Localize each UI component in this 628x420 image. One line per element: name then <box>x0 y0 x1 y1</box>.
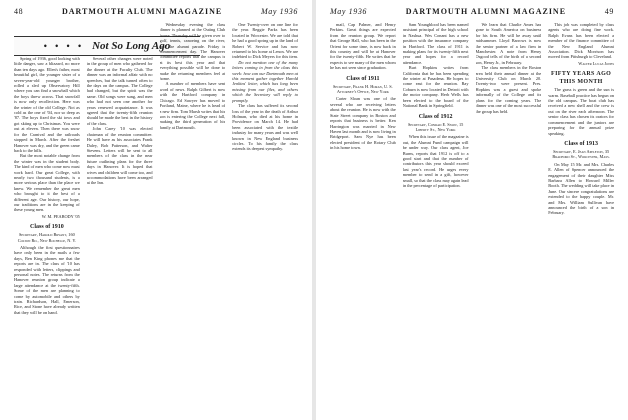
running-title: DARTMOUTH ALUMNI MAGAZINE <box>61 6 223 16</box>
class-notes: A number of members have sent word of news. Ralph Gilbert is now with the Hartford company in Chicago. Ed Sawyer has moved to Portland, Maine, where he is head of a new firm. Tom Marsh writes that his son is entering the College next fall, making the third generation of his family at Dartmouth. <box>159 81 226 130</box>
article-paragraph: But the most notable change from the winter was in the student body. The kind of men who come now must work hard. Our great College, with nearly two thousand students, is a more serious place than the place we knew. We remember the great men who brought to it the best of a different age. Our history, our hope, our traditions are in the keeping of these young men. <box>14 153 80 213</box>
column-4 <box>548 22 614 416</box>
class-notes: When this issue of the magazine is out, the Alumni Fund campaign will be under way. Our class agent, Joe Burns, reports that 1912 is off to a good start and that the number of contributors this year should exceed last year's record. He urges every member to send in a gift, however small, so that the class may again lead in the percentage of participation. <box>402 134 469 188</box>
class-notes: Although the first questionnaires have only been in the mails a few days, Ben King phones me that the reports are in. The class of '10 has responded with letters, clippings and personal notes. The returns from the Hanover reunion group indicate a large attendance at the twenty-fifth. Some of the men are planning to come by automobile and others by train. Richardson, Hall, Emerson, Rice, and Stone have already written that they will be on hand. <box>14 245 80 315</box>
left-columns <box>14 22 298 416</box>
class-notes: John Carey '10 was elected chairman of the reunion committee. He will have as his associates Frank Daley, Bob Patterson, and Walter Stevens. Letters will be sent to all members of the class in the near future outlining plans for the three days in Hanover. It is hoped that wives and children will come too, and accommodations have been arranged at the Inn. <box>86 126 153 186</box>
column-2 <box>403 22 469 416</box>
page-header <box>14 4 298 18</box>
class-heading: Class of 1910 <box>30 224 64 231</box>
class-notes: The class has suffered its second loss of the year in the death of Arthur Holman, who died at his home in Providence on March 14. He had been associated with the textile industry for many years and was well known in New England business circles. To his family the class extends its deepest sympathy. <box>232 103 298 152</box>
class-notes: This job was completed by class agents who are doing fine work. Ralph Evans has been elected a member of the finance committee of the New England Alumni Association. Dick Morrison has moved from Pittsburgh to Cleveland. <box>548 22 614 60</box>
running-title: DARTMOUTH ALUMNI MAGAZINE <box>405 6 567 16</box>
class-notes: mail, Cap Palmer, and Henry Perkins. Great things are expected from the reunion group. We report that George Hall, who has been in the Orient for some time, is now back in this country and will be at Hanover for the twenty-fifth. He writes that he expects to see many of the men whom he has not seen since graduation. <box>330 22 396 71</box>
class-notes: The class members in the Boston area held their annual dinner at the University Club on March 20. Twenty-two were present. Pres. Hopkins was a guest and spoke informally of the College and its plans for the coming years. The dinner was one of the most successful the group has held. <box>475 65 542 114</box>
italic-note: Do not mention one of the many letters coming in from the class this week: how can our Dartmouth men at this moment gather together Harold Jenkins' letter, which has long been missing from our files, and others which the Secretary will reply to promptly. <box>232 59 298 103</box>
class-heading: Class of 1912 <box>418 113 453 120</box>
column-3 <box>476 22 542 416</box>
class-notes: Carter Sloan was one of the several who are receiving letters about the reunion. He is now with the State Street company in Boston and reports that business is better. Ken Harrington was married in New Haven last month and is now living in Bridgeport. Sam Nye has been elected president of the Rotary Club in his home town. <box>330 96 396 151</box>
class-notes: On May 15 Mr. and Mrs. Charles E. Allen of Spencer announced the engagement of their daughter Miss Barbara Allen to Howard Miller Booth. The wedding will take place in June. Our sincere congratulations are extended to the happy couple. Mr. and Mrs. William Sullivan have announced the birth of a son in February. <box>548 161 614 216</box>
issue-date: May 1936 <box>260 6 298 16</box>
class-notes: One Twenty-over on one line for the year. Reggie Parks has been located in Worcester. We are told that he had a good spring up in the land of Robert W. Service and has now returned to his home at Lenox. We are indebted to Dick Meyers for this item. <box>232 22 298 60</box>
class-notes: We learn that Charlie Ames has gone to South America on business for his firm. He will be away until midsummer. Lloyd Barrows is now the senior partner of a law firm in Manchester. A note from Henry Osgood tells of the birth of a second son, Henry Jr., in February. <box>475 22 542 65</box>
article-paragraph: Spring of 1936, good looking with little danger, saw a blizzard, no more than ten days ago. Ellen's father, most beautiful girl, the younger sister of a seven-year-old younger brother, rolled a sled up Observatory Hill where you can find a snowball which the boys threw across. That snowfall is now only recollection. Here was the winter of the old College. Not as cold as the one of '04, nor so deep as '87. The boys fixed the ski tows and got skiing up to Christmas. You were out at eleven. Then there was snow for the Carnival and the railroads stopped in March. After the freshet Hanover was dry, and the green came back to the hills. <box>14 56 80 153</box>
right-columns <box>330 22 614 416</box>
class-notes: Sam Youngblood has been named assistant principal of the high school in Nashua. Wes Conant has a new position with the insurance company in Hartford. The class of 1911 is making plans for its twenty-fifth next year and hopes for a record attendance. <box>402 22 469 65</box>
class-secretary: Secretary, Frank H. Horan, U. S. Attorney's Office, New York <box>333 83 393 95</box>
author-signature: Walter Lucas Jones <box>578 60 614 66</box>
article-paragraph: The grass is green and the sun is warm. Baseball practice has begun on the old campus. The boat club has received a new shell and the crew is out on the river each afternoon. The senior class has chosen its orators for commencement and the juniors are preparing for the annual prize speaking. <box>548 87 614 136</box>
class-notes: Several other changes were noted in the group of men who gathered for the dinner at the Faculty Club. The dinner was an informal affair with no speeches, but the talk turned often to the days on the campus. The College had changed, but the spirit was the same. Old songs were sung, and men who had not seen one another for years renewed acquaintance. It was agreed that the twenty-fifth reunion should be made the best in the history of the class. <box>86 56 153 126</box>
class-heading: Class of 1913 <box>564 140 598 147</box>
left-page <box>0 0 312 420</box>
class-secretary: Secretary, Harold Bryant, 160 Colton Rd., New Rochelle, N. Y. <box>17 232 76 243</box>
column-4 <box>232 22 298 416</box>
issue-date: May 1936 <box>330 6 368 16</box>
class-heading: Class of 1911 <box>346 75 380 82</box>
feature-title: Not So Long Ago <box>92 40 171 52</box>
author-signature: W. M. PEABODY '05 <box>41 213 80 219</box>
ornament-dots-icon: • • • • <box>43 41 85 51</box>
class-notes: Wednesday evening the class dinner is planned at the Outing Club house. Thursday will be given over to golf, tennis, canoeing on the river, and the alumni parade. Friday is commencement day. The Hanover committee reports that the campus is at its best this year and that everything possible will be done to make the returning members feel at home. <box>159 22 226 82</box>
class-secretary: Secretary, E. Jean Appleton, 35 Bradford St., Worcester, Mass. <box>552 148 610 160</box>
section-heading: FIFTY YEARS AGO THIS MONTH <box>551 71 612 86</box>
column-2 <box>87 22 153 416</box>
page-header <box>330 4 614 18</box>
class-notes: Burt Hopkins writes from California that he has been spending the winter at Pasadena. He hopes to come east for the reunion. Ray Coburn is now located in Detroit with the motor company. Herb Wells has been elected to the board of the National Bank in Springfield. <box>402 65 469 109</box>
class-secretary: Secretary, Conrad E. Snow, 15 Liberty St., New York <box>407 121 464 132</box>
page-number: 48 <box>14 6 24 16</box>
column-1 <box>14 22 80 416</box>
page-number: 49 <box>604 6 614 16</box>
right-page <box>316 0 628 420</box>
column-3 <box>160 22 226 416</box>
column-1 <box>330 22 396 416</box>
